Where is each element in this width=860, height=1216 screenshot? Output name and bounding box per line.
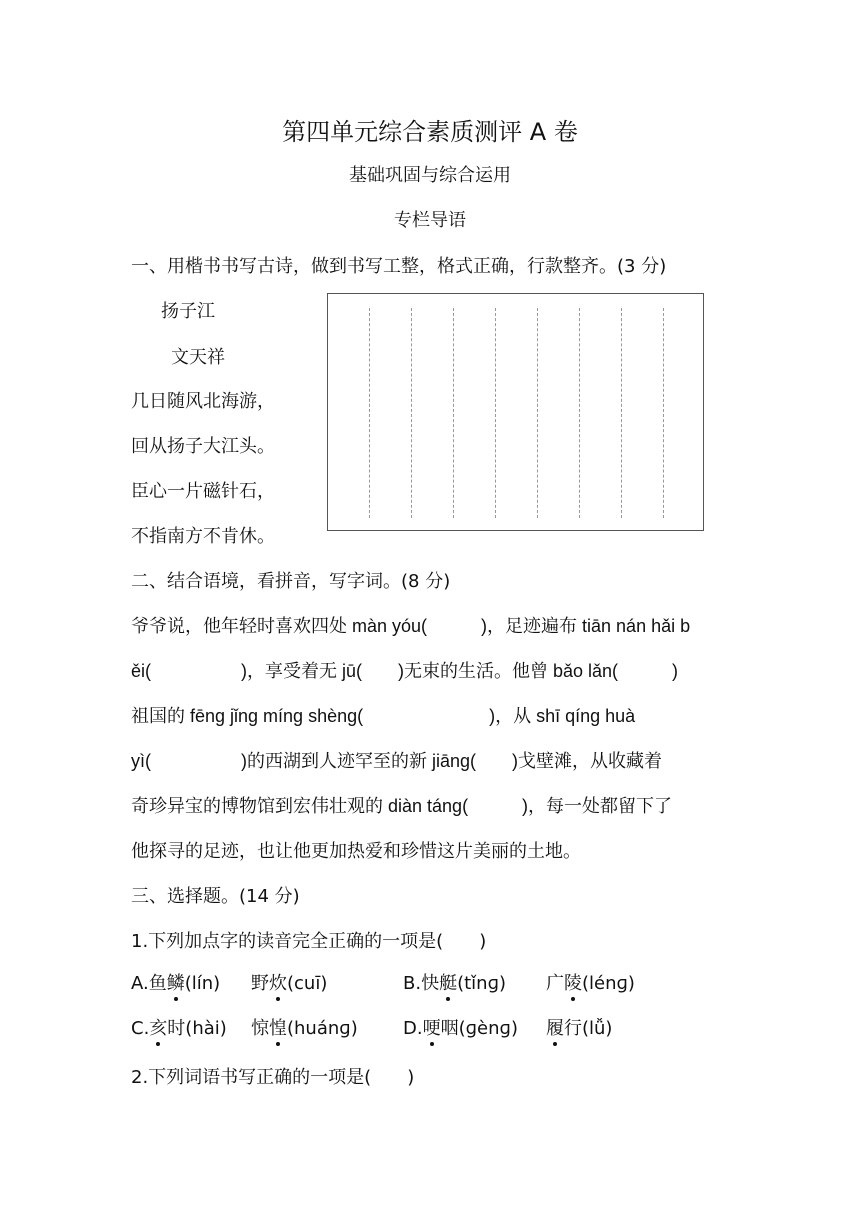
poem-author: 文天祥 <box>171 347 225 368</box>
grid-line <box>495 308 496 518</box>
q3-item1-stem: 1.下列加点字的读音完全正确的一项是( ) <box>131 931 487 952</box>
writing-grid[interactable] <box>327 293 704 531</box>
q2-line-6: 他探寻的足迹，也让他更加热爱和珍惜这片美丽的土地。 <box>131 841 581 862</box>
grid-line <box>411 308 412 518</box>
poem-title: 扬子江 <box>161 301 215 322</box>
option-c-dot2: 惶 <box>269 1014 287 1040</box>
option-b-dot1: 艇 <box>439 969 457 995</box>
column-title: 专栏导语 <box>394 210 466 231</box>
option-d-word2 <box>546 1014 612 1040</box>
option-c-post2: (huánɡ) <box>287 1018 358 1039</box>
q3-heading: 三、选择题。(14 分) <box>131 886 300 907</box>
option-c-pre2: 惊 <box>251 1018 269 1039</box>
q3-item2-stem: 2.下列词语书写正确的一项是( ) <box>131 1067 415 1088</box>
q2-line-5: 奇珍异宝的博物馆到宏伟壮观的 diàn tánɡ( )，每一处都留下了 <box>131 796 673 816</box>
option-c-dot1: 亥 <box>149 1014 167 1040</box>
option-b-post1: (tǐnɡ) <box>457 973 507 994</box>
grid-line <box>537 308 538 518</box>
q2-line-2: ěi( )，享受着无 jū( )无束的生活。他曾 bǎo lǎn( ) <box>131 661 679 681</box>
poem-line-1: 几日随风北海游， <box>131 391 275 412</box>
option-c-post1: 时(hài) <box>167 1018 227 1039</box>
option-c-pre1: C. <box>131 1018 150 1039</box>
option-a-pre2: 野 <box>251 973 269 994</box>
poem-line-4: 不指南方不肯休。 <box>131 526 275 547</box>
option-b-word2 <box>546 969 635 995</box>
option-b-pre1: B.快 <box>403 973 440 994</box>
poem-line-3: 臣心一片磁针石， <box>131 481 275 502</box>
option-b-dot2: 陵 <box>564 969 582 995</box>
q2-line-4: yì( )的西湖到人迹罕至的新 jiānɡ( )戈壁滩，从收藏着 <box>131 751 663 771</box>
option-a-dot1: 鳞 <box>167 969 185 995</box>
grid-line <box>621 308 622 518</box>
q1-heading: 一、用楷书书写古诗，做到书写工整，格式正确，行款整齐。(3 分) <box>131 256 667 277</box>
q2-line-3: 祖国的 fēnɡ jǐnɡ mínɡ shènɡ( )，从 shī qínɡ huà <box>131 706 636 726</box>
option-d-word1[interactable] <box>403 1014 518 1040</box>
grid-line <box>579 308 580 518</box>
option-b-pre2: 广 <box>546 973 564 994</box>
option-a-dot2: 炊 <box>269 969 287 995</box>
q2-heading: 二、结合语境，看拼音，写字词。(8 分) <box>131 571 451 592</box>
poem-line-2: 回从扬子大江头。 <box>131 436 275 457</box>
option-a-word1[interactable] <box>131 969 220 995</box>
page-title: 第四单元综合素质测评 A 卷 <box>282 118 578 146</box>
grid-line <box>663 308 664 518</box>
option-d-post2: 行(lǚ) <box>564 1018 613 1039</box>
option-d-dot1: 哽 <box>423 1014 441 1040</box>
option-a-post2: (cuī) <box>287 973 328 994</box>
option-c-word1[interactable] <box>131 1014 227 1040</box>
option-b-post2: (lénɡ) <box>582 973 635 994</box>
option-c-word2 <box>251 1014 358 1040</box>
option-d-pre1: D. <box>403 1018 423 1039</box>
option-a-post1: (lín) <box>184 973 221 994</box>
option-a-pre1: A.鱼 <box>131 973 167 994</box>
option-a-word2 <box>251 969 327 995</box>
page-subtitle: 基础巩固与综合运用 <box>349 165 511 186</box>
grid-line <box>453 308 454 518</box>
option-b-word1[interactable] <box>403 969 506 995</box>
grid-line <box>369 308 370 518</box>
option-d-post1: 咽(ɡènɡ) <box>440 1018 518 1039</box>
option-d-dot2: 履 <box>546 1014 564 1040</box>
q2-line-1: 爷爷说，他年轻时喜欢四处 màn yóu( )，足迹遍布 tiān nán hǎi b <box>131 616 691 636</box>
